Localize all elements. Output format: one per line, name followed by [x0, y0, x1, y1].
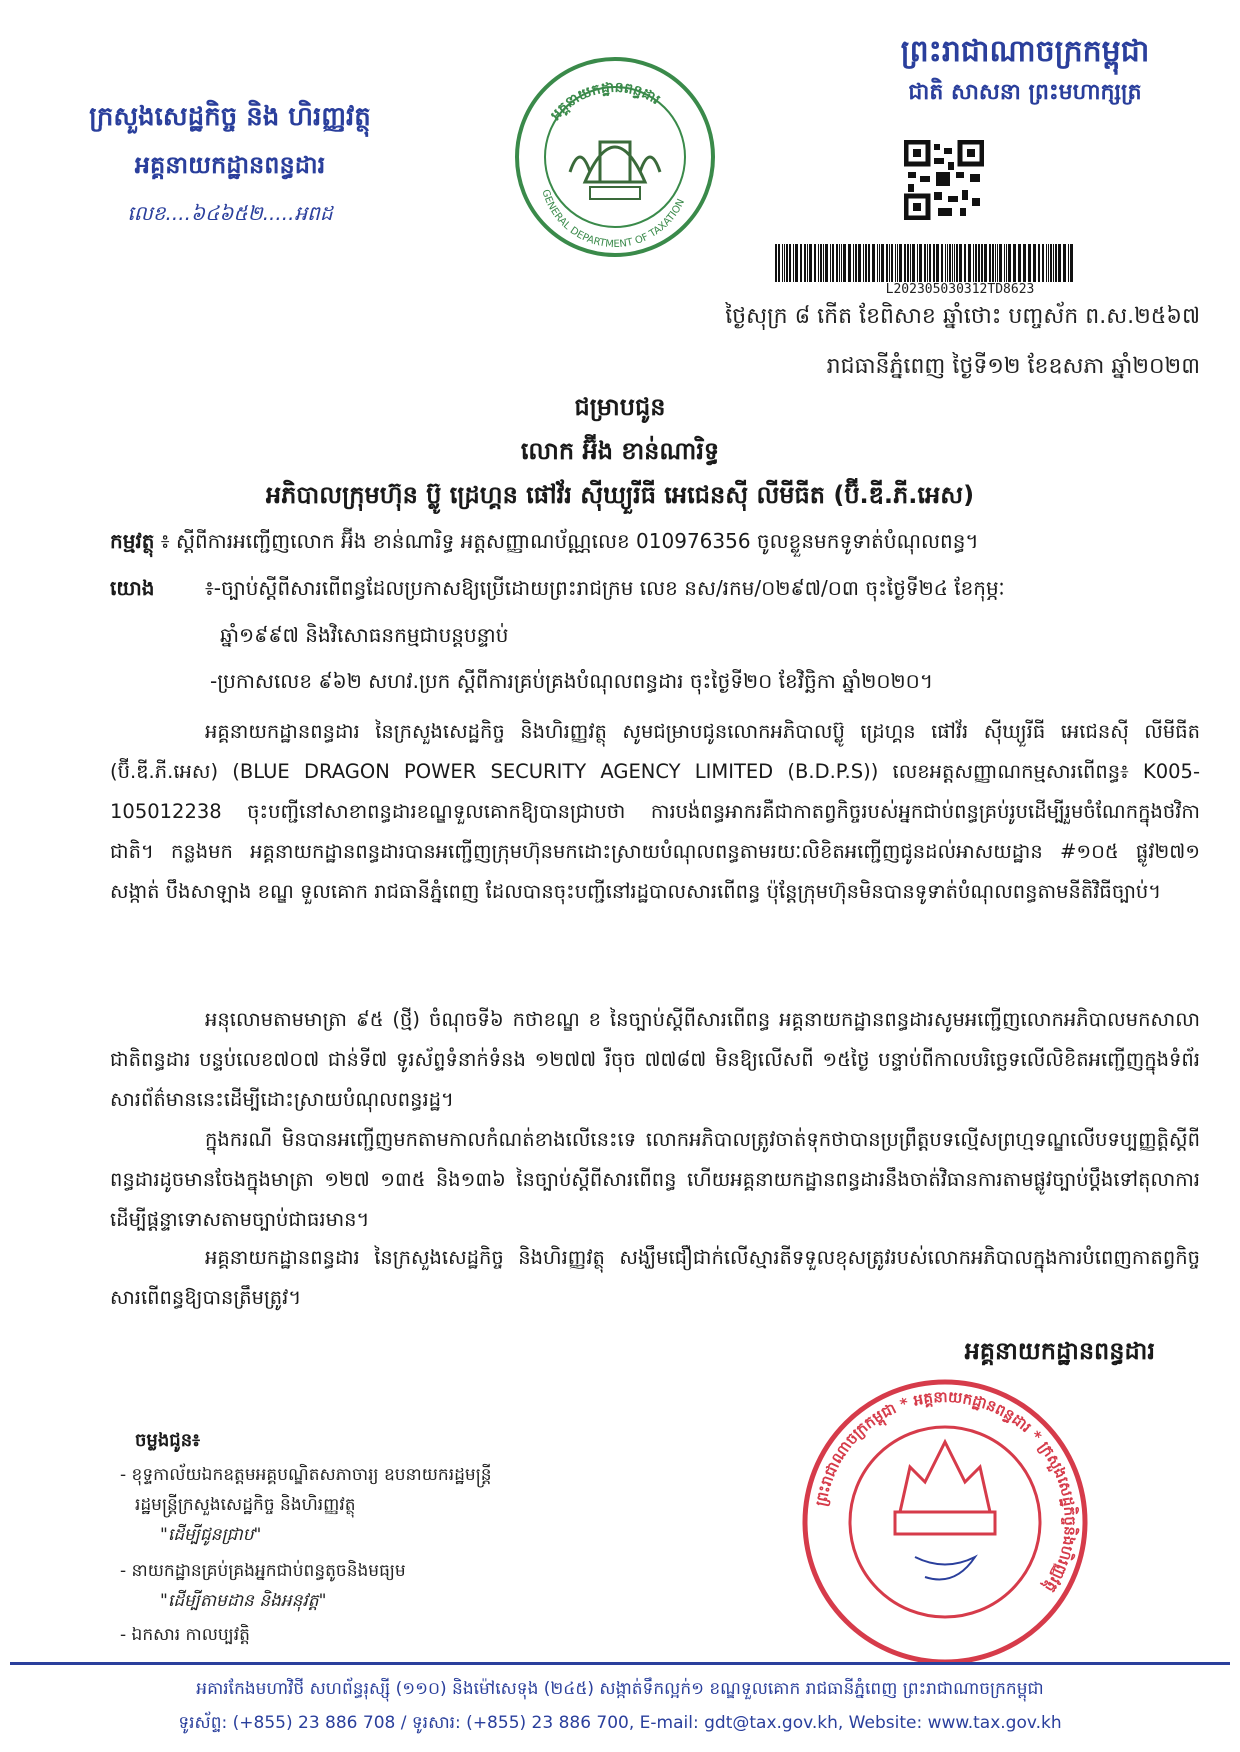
barcode-bar	[1050, 244, 1052, 282]
barcode-bar	[818, 244, 819, 282]
barcode-bar	[786, 244, 788, 282]
gdt-seal-icon	[510, 52, 720, 262]
barcode-bar	[881, 244, 884, 282]
barcode-bar	[825, 244, 828, 282]
barcode-bar	[858, 244, 861, 282]
national-motto: ជាតិ សាសនា ព្រះមហាក្សត្រ	[908, 80, 1142, 105]
barcode-bar	[877, 244, 878, 282]
barcode-bar	[814, 244, 816, 282]
barcode-bar	[978, 244, 980, 282]
barcode-bar	[904, 244, 906, 282]
svg-text:អគ្គនាយកដ្ឋានពន្ធដារ	[548, 80, 663, 124]
barcode-bar	[910, 244, 911, 282]
addressee-title: អភិបាលក្រុមហ៊ុន ប៊្លូ ដ្រេហ្គន ផៅវ័រ ស៊ីឃ្យួរីធី អេជេនស៊ី លីមីធីត (ប៊ី.ឌី.ភី.អេស)	[265, 481, 975, 509]
footer-contact: ទូរស័ព្ទ: (+855) 23 886 708 / ទូរសារ: (+855) 23 886 700, E-mail: gdt@tax.gov.kh, Website: www.tax.gov.kh	[178, 1713, 1062, 1733]
subject-text: ៖ ស្ដីពីការអញ្ជើញលោក អ៊ីង ខាន់ណារិទ្ធ អត្តសញ្ញាណប័ណ្ណលេខ 010976356 ចូលខ្លួនមកទូទាត់បំណុលពន្ធ។	[160, 529, 979, 553]
cc-note-1: "ដើម្បីជូនជ្រាប"	[160, 1525, 262, 1545]
barcode-bar	[853, 244, 854, 282]
barcode-bar	[1038, 244, 1040, 282]
barcode-bar	[804, 244, 806, 282]
signatory-title: អគ្គនាយកដ្ឋានពន្ធដារ	[964, 1337, 1155, 1365]
ministry-name: ក្រសួងសេដ្ឋកិច្ច និង ហិរញ្ញវត្ថុ	[89, 102, 371, 132]
barcode-bar	[889, 244, 890, 282]
barcode-bar	[964, 244, 966, 282]
barcode-bar	[1048, 244, 1049, 282]
barcode-bar	[927, 244, 928, 282]
barcode-bar	[954, 244, 955, 282]
footer-address: អគារកែងមហាវិថី សហព័ន្ធរុស្ស៊ី (១១០) និងម៉ៅសេទុង (២៤៥) សង្កាត់ទឹកល្អក់១ ខណ្ឌទួលគោក រាជធានីភ្នំពេញ ព្រះរាជាណាចក្រកម្ពុជា	[196, 1679, 1044, 1699]
barcode-bar	[941, 244, 943, 282]
kingdom-title: ព្រះរាជាណាចក្រកម្ពុជា	[900, 34, 1150, 69]
barcode-bar	[891, 244, 893, 282]
stamp-text: ព្រះរាជាណាចក្រកម្ពុជា * អគ្គនាយកដ្ឋានពន្ធដារ * ក្រសួងសេដ្ឋកិច្ចនិងហិរញ្ញវត្ថុ	[811, 1387, 1080, 1596]
barcode-bar	[868, 244, 870, 282]
body-p2-text: អនុលោមតាមមាត្រា ៩៥ (ថ្មី) ចំណុចទី៦ កថាខណ្ឌ ខ នៃច្បាប់ស្ដីពីសារពើពន្ធ អគ្គនាយកដ្ឋានពន្ធដារសូមអញ្ជើញលោកអភិបាលមកសាលាជាតិពន្ធដារ បន្ទប់លេខ៧០៧ ជាន់ទី៧ ទូរស័ព្ទទំនាក់ទំនង ១២៧៧ រឺចុច ៧៧៨៧ មិនឱ្យលើសពី ១៥ថ្ងៃ បន្ទាប់ពីកាលបរិច្ឆេទលើលិខិតអញ្ជើញក្នុងទំព័រសារព័ត៌មាននេះដើម្បីដោះស្រាយបំណុលពន្ធរដ្ឋ។	[110, 1008, 1200, 1111]
seal-kh-text: អគ្គនាយកដ្ឋានពន្ធដារ	[547, 79, 663, 124]
subject-line	[110, 528, 1200, 558]
barcode-bar	[1006, 244, 1007, 282]
barcode-bar	[795, 244, 798, 282]
cc-note-2: "ដើម្បីតាមដាន និងអនុវត្ត"	[160, 1591, 327, 1611]
barcode-bar	[830, 244, 831, 282]
salutation: ជម្រាបជូន	[574, 393, 666, 421]
reference-label: យោង	[110, 576, 155, 600]
barcode-bar	[832, 244, 834, 282]
barcode-bar	[995, 244, 996, 282]
barcode-bar	[973, 244, 974, 282]
reference-line-1: ៖-ច្បាប់ស្ដីពីសារពើពន្ធដែលប្រកាសឱ្យប្រើដោយព្រះរាជក្រម លេខ នស/រកម/០២៩៧/០៣ ចុះថ្ងៃទី២៤ ខែកុម្ភៈ	[205, 576, 1005, 600]
subject-label: កម្មវត្ថុ	[110, 529, 155, 553]
barcode-bar	[839, 244, 840, 282]
body-p3-text: ក្នុងករណី មិនបានអញ្ជើញមកតាមកាលកំណត់ខាងលើនេះទេ លោកអភិបាលត្រូវចាត់ទុកថាបានប្រព្រឹត្តបទល្មើសព្រហ្មទណ្ឌលើបទប្បញ្ញត្តិស្ដីពីពន្ធដារដូចមានចែងក្នុងមាត្រា ១២៧ ១៣៥ និង១៣៦ នៃច្បាប់ស្ដីពីសារពើពន្ធ ហើយអគ្គនាយកដ្ឋានពន្ធដារនឹងចាត់វិធានការតាមផ្លូវច្បាប់ប្ដឹងទៅតុលាការដើម្បីផ្តន្ទាទោសតាមច្បាប់ជាធរមាន។	[110, 1128, 1200, 1231]
barcode-bar	[1055, 244, 1057, 282]
barcode-bar	[872, 244, 875, 282]
barcode-bar	[899, 244, 902, 282]
barcode-bar	[1018, 244, 1021, 282]
barcode-bar	[855, 244, 857, 282]
body-p1-text: អគ្គនាយកដ្ឋានពន្ធដារ នៃក្រសួងសេដ្ឋកិច្ច និងហិរញ្ញវត្ថុ សូមជម្រាបជូនលោកអភិបាលប៊្លូ ដ្រេហ្គន ផៅវ័រ ស៊ីឃ្យួរីធី អេជេនស៊ី លីមីធីត (ប៊ី.ឌី.ភី.អេស) (BLUE DRAGON POWER SECURITY AGENCY LIMITED (B.D.P.S)) លេខអត្តសញ្ញាណកម្មសារពើពន្ធ៖ K005-105012238 ចុះបញ្ជីនៅសាខាពន្ធដារខណ្ឌទួលគោកឱ្យបានជ្រាបថា ការបង់ពន្ធអាករគឺជាកាតព្វកិច្ចរបស់អ្នកជាប់ពន្ធគ្រប់រូបដើម្បីរួមចំណែកក្នុងថវិកាជាតិ។ កន្លងមក អគ្គនាយកដ្ឋានពន្ធដារបានអញ្ជើញក្រុមហ៊ុនមកដោះស្រាយបំណុលពន្ធតាមរយៈលិខិតអញ្ជើញជូនដល់អាសយដ្ឋាន #១០៥ ផ្លូវ២៧១ សង្កាត់ បឹងសាឡាង ខណ្ឌ ទួលគោក រាជធានីភ្នំពេញ ដែលបានចុះបញ្ជីនៅរដ្ឋបាលសារពើពន្ធ ប៉ុន្តែក្រុមហ៊ុនមិនបានទូទាត់បំណុលពន្ធតាមនីតិវិធីច្បាប់។	[110, 720, 1200, 903]
barcode-bar	[778, 244, 780, 282]
body-paragraph-4	[110, 1238, 1200, 1318]
barcode-bar	[1042, 244, 1044, 282]
cc-item-2: - នាយកដ្ឋានគ្រប់គ្រងអ្នកជាប់ពន្ធតូចនិងមធ្យម	[120, 1561, 406, 1581]
reference-line-2: ឆ្នាំ១៩៩៧ និងវិសោធនកម្មជាបន្តបន្ទាប់	[220, 623, 509, 647]
barcode-bar	[848, 244, 851, 282]
barcode-bar	[945, 244, 946, 282]
barcode-bar	[793, 244, 794, 282]
barcode-bar	[886, 244, 888, 282]
barcode-bar	[947, 244, 948, 282]
lunar-date: ថ្ងៃសុក្រ ៨ កើត ខែពិសាខ ឆ្នាំថោះ បញ្ចស័ក ព.ស.២៥៦៧	[725, 304, 1200, 329]
barcode-bar	[809, 244, 812, 282]
barcode-bar	[936, 244, 939, 282]
barcode-bar	[999, 244, 1002, 282]
barcode-bar	[919, 244, 922, 282]
barcode-bar	[1023, 244, 1026, 282]
barcode-bar	[1068, 244, 1069, 282]
reference-number: លេខ....៦៤៦៥២.....អពដ	[127, 201, 333, 225]
qr-code-icon	[904, 140, 984, 220]
cc-item-3: - ឯកសារ កាលប្បវត្តិ	[120, 1625, 250, 1645]
barcode-number: L202305030312TD8623	[885, 282, 1035, 297]
barcode-bar	[929, 244, 931, 282]
barcode-bar	[1070, 244, 1073, 282]
barcode-bar	[912, 244, 915, 282]
body-paragraph-1	[110, 712, 1200, 912]
barcode-bar	[1063, 244, 1066, 282]
barcode-bar	[823, 244, 824, 282]
barcode-bar	[895, 244, 896, 282]
barcode-bar	[1033, 244, 1036, 282]
department-name: អគ្គនាយកដ្ឋានពន្ធដារ	[134, 151, 326, 179]
barcode-bar	[975, 244, 977, 282]
barcode-bar	[917, 244, 918, 282]
solar-date: រាជធានីភ្នំពេញ ថ្ងៃទី១២ ខែឧសភា ឆ្នាំ២០២៣	[826, 354, 1200, 379]
barcode-bar	[820, 244, 822, 282]
barcode-bar	[992, 244, 994, 282]
barcode-bar	[784, 244, 785, 282]
barcode-bar	[843, 244, 846, 282]
barcode-bar	[949, 244, 951, 282]
barcode-bar	[800, 244, 802, 282]
barcode-bar	[989, 244, 991, 282]
barcode-bar	[1058, 244, 1061, 282]
barcode-bar	[933, 244, 935, 282]
barcode-bar	[984, 244, 987, 282]
barcode-bar	[1028, 244, 1031, 282]
barcode-bar	[952, 244, 953, 282]
barcode-bar	[879, 244, 880, 282]
barcode-bar	[997, 244, 998, 282]
barcode-bar	[1013, 244, 1016, 282]
barcode-bar	[807, 244, 808, 282]
seal-text: GENERAL DEPARTMENT OF TAXATION	[539, 188, 688, 251]
cc-item-1: - ខុទ្ទកាល័យឯកឧត្តមអគ្គបណ្ឌិតសភាចារ្យ ឧបនាយករដ្ឋមន្ត្រី	[120, 1465, 492, 1485]
barcode-bar	[1004, 244, 1005, 282]
barcode-icon	[775, 244, 1075, 282]
barcode-bar	[924, 244, 926, 282]
barcode-bar	[956, 244, 958, 282]
body-p4-text: អគ្គនាយកដ្ឋានពន្ធដារ នៃក្រសួងសេដ្ឋកិច្ច និងហិរញ្ញវត្ថុ សង្ឃឹមជឿជាក់លើស្មារតីទទួលខុសត្រូវរបស់លោកអភិបាលក្នុងការបំពេញកាតព្វកិច្ចសារពើពន្ធឱ្យបានត្រឹមត្រូវ។	[110, 1246, 1200, 1309]
cc-title: ចម្លងជូន៖	[135, 1430, 201, 1451]
barcode-bar	[841, 244, 842, 282]
official-stamp-icon	[795, 1372, 1095, 1672]
barcode-bar	[1053, 244, 1054, 282]
barcode-bar	[897, 244, 898, 282]
body-paragraph-2	[110, 1000, 1200, 1120]
barcode-bar	[968, 244, 971, 282]
barcode-bar	[865, 244, 867, 282]
barcode-bar	[782, 244, 783, 282]
barcode-bar	[907, 244, 909, 282]
reference-line-3: -ប្រកាសលេខ ៩៦២ សហវ.ប្រក ស្ដីពីការគ្រប់គ្រងបំណុលពន្ធដារ ចុះថ្ងៃទី២០ ខែវិច្ឆិកា ឆ្នាំ២០២០។	[210, 669, 934, 693]
barcode-bar	[959, 244, 962, 282]
addressee-name: លោក អ៊ីង ខាន់ណារិទ្ធ	[520, 437, 720, 465]
barcode-bar	[1046, 244, 1047, 282]
barcode-bar	[981, 244, 983, 282]
barcode-bar	[1008, 244, 1011, 282]
body-paragraph-3	[110, 1120, 1200, 1240]
barcode-bar	[836, 244, 838, 282]
footer-divider	[10, 1662, 1230, 1665]
barcode-bar	[789, 244, 791, 282]
barcode-bar	[775, 244, 777, 282]
cc-item-1b: រដ្ឋមន្ត្រីក្រសួងសេដ្ឋកិច្ច និងហិរញ្ញវត្ថុ	[135, 1495, 356, 1515]
barcode-bar	[863, 244, 864, 282]
